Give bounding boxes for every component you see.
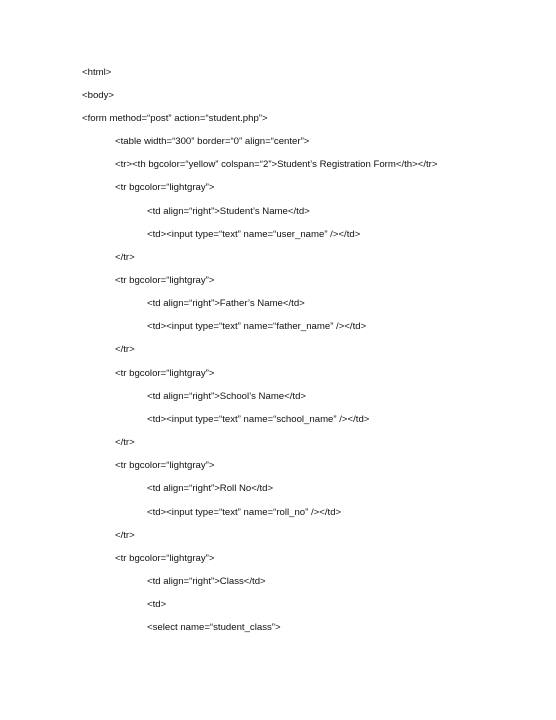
code-line-table-open: <table width=“300” border=“0” align=“center”>	[115, 136, 310, 147]
code-line-input-cell: <td><input type=“text” name=“father_name” /></td>	[147, 321, 367, 332]
code-line-row-open: <tr bgcolor=“lightgray”>	[115, 553, 215, 564]
code-line-row-open: <tr bgcolor=“lightgray”>	[115, 460, 215, 471]
code-line-row-close: </tr>	[115, 252, 135, 263]
code-line-row-open: <tr bgcolor=“lightgray”>	[115, 275, 215, 286]
code-line-cell-open: <td>	[147, 599, 167, 610]
code-line-row-open: <tr bgcolor=“lightgray”>	[115, 182, 215, 193]
code-line-label-cell: <td align=“right”>Roll No</td>	[147, 483, 274, 494]
code-line-label-cell: <td align=“right”>Student’s Name</td>	[147, 206, 310, 217]
code-line-row-close: </tr>	[115, 530, 135, 541]
code-line-form-open: <form method=“post” action=“student.php”>	[82, 113, 268, 124]
code-line-body-open: <body>	[82, 90, 115, 101]
code-line-row-close: </tr>	[115, 344, 135, 355]
code-line-header-row: <tr><th bgcolor=“yellow” colspan=“2”>Student’s Registration Form</th></tr>	[115, 159, 438, 170]
code-line-label-cell: <td align=“right”>Class</td>	[147, 576, 266, 587]
code-line-row-close: </tr>	[115, 437, 135, 448]
code-line-label-cell: <td align=“right”>School’s Name</td>	[147, 391, 307, 402]
code-line-input-cell: <td><input type=“text” name=“user_name” /></td>	[147, 229, 361, 240]
code-line-select-open: <select name=“student_class”>	[147, 622, 281, 633]
code-line-html-open: <html>	[82, 67, 112, 78]
code-line-input-cell: <td><input type=“text” name=“school_name” /></td>	[147, 414, 370, 425]
code-line-input-cell: <td><input type=“text” name=“roll_no” /></td>	[147, 507, 342, 518]
code-line-label-cell: <td align=“right”>Father’s Name</td>	[147, 298, 305, 309]
code-line-row-open: <tr bgcolor=“lightgray”>	[115, 368, 215, 379]
